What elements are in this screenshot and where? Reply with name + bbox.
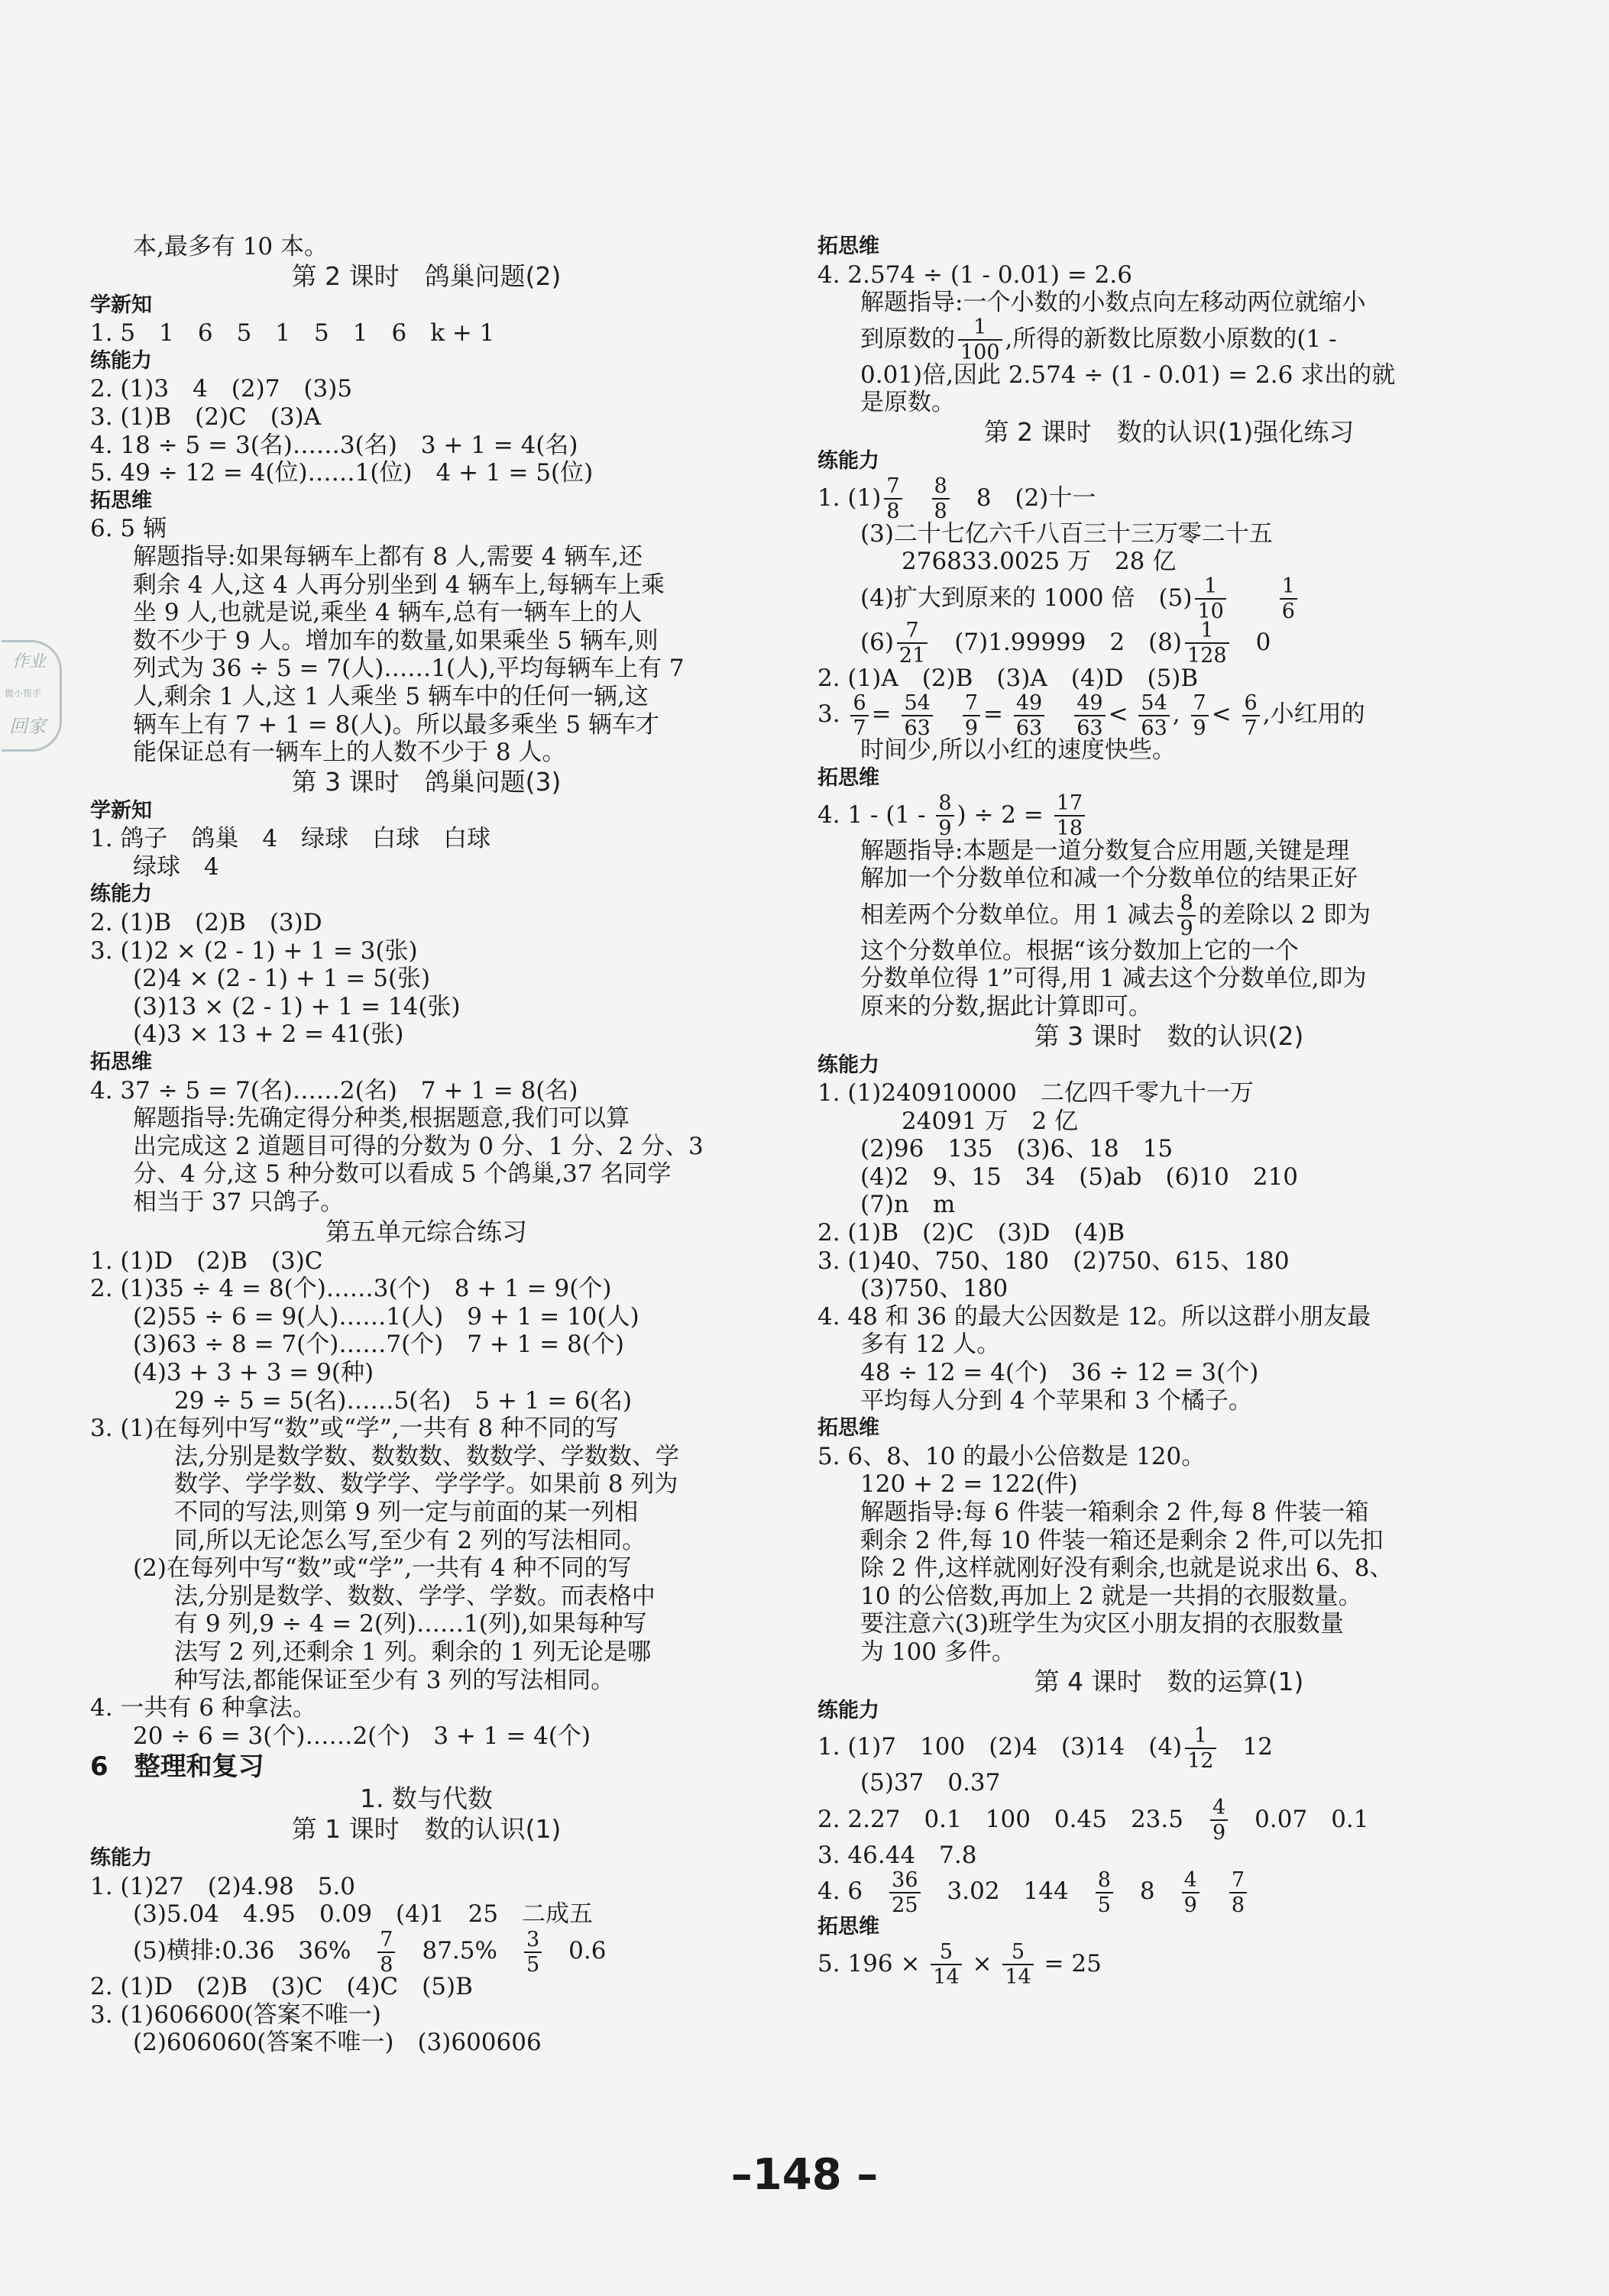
fraction-numerator: 5 <box>1002 1942 1033 1965</box>
fraction-numerator: 8 <box>932 476 950 500</box>
text-run: = <box>983 700 1011 729</box>
lesson-title: 第 1 课时 数的认识(1) <box>291 1814 562 1845</box>
answer-line: 数学、学学数、数学学、学学学。如果前 8 列为 <box>174 1470 678 1499</box>
answer-line <box>817 1796 1520 1845</box>
answer-line <box>817 574 1520 624</box>
answer-line <box>817 315 1520 365</box>
fraction-denominator: 9 <box>1180 917 1193 941</box>
text-run: 8 <box>1115 1877 1179 1906</box>
fraction-numerator: 1 <box>1185 620 1229 644</box>
answer-line: 2. (1)35 ÷ 4 = 8(个)……3(个) 8 + 1 = 9(个) <box>90 1275 612 1303</box>
section-heading: 拓思维 <box>817 234 879 258</box>
answer-line: 是原数。 <box>860 389 955 417</box>
fraction-denominator: 8 <box>1231 1893 1245 1917</box>
section-heading: 练能力 <box>817 1053 879 1077</box>
fraction-numerator: 7 <box>897 620 928 644</box>
fraction-denominator: 8 <box>934 500 947 524</box>
fraction-numerator: 6 <box>1242 693 1260 716</box>
answer-line <box>817 1940 1520 1990</box>
fraction <box>932 476 950 522</box>
answer-line: 坐 9 人,也就是说,乘坐 4 辆车,总有一辆车上的人 <box>133 599 643 627</box>
fraction-denominator: 10 <box>1197 600 1224 624</box>
fraction-numerator: 4 <box>1210 1797 1228 1821</box>
answer-line: 解题指导:一个小数的小数点向左移动两位就缩小 <box>860 289 1366 317</box>
answer-line: 0.01)倍,因此 2.574 ÷ (1 - 0.01) = 2.6 求出的就 <box>860 361 1396 389</box>
answer-line: 2. (1)B (2)C (3)D (4)B <box>817 1219 1125 1247</box>
text-run: 的差除以 2 即为 <box>1198 901 1371 929</box>
text-run: < <box>1211 700 1239 729</box>
fraction-denominator: 18 <box>1056 817 1083 841</box>
answer-line: 平均每人分到 4 个苹果和 3 个橘子。 <box>860 1386 1252 1415</box>
fraction-numerator: 36 <box>889 1870 920 1893</box>
fraction <box>1185 620 1229 666</box>
lesson-title: 第 2 课时 数的认识(1)强化练习 <box>983 416 1355 447</box>
fraction-numerator: 1 <box>1195 576 1225 600</box>
answer-line: 3. (1)在每列中写“数”或“学”,一共有 8 种不同的写 <box>90 1415 620 1443</box>
fraction-numerator: 54 <box>902 693 932 716</box>
fraction-denominator: 100 <box>960 341 1000 365</box>
fraction-numerator: 7 <box>884 476 902 500</box>
fraction <box>1229 1870 1247 1916</box>
answer-line: 1. (1)240910000 二亿四千零九十一万 <box>817 1079 1254 1108</box>
answer-line: 4. 一共有 6 种拿法。 <box>90 1694 316 1722</box>
answer-line <box>90 1927 762 1977</box>
text-run: (4)扩大到原来的 1000 倍 (5) <box>860 584 1193 612</box>
text-run: , <box>1172 700 1188 729</box>
answer-line: 5. 49 ÷ 12 = 4(位)……1(位) 4 + 1 = 5(位) <box>90 459 594 487</box>
fraction-numerator: 1 <box>1280 576 1297 600</box>
lesson-title: 第五单元综合练习 <box>325 1216 527 1247</box>
text-run: ,所得的新数比原数小原数的(1 - <box>1005 325 1337 353</box>
left-column <box>90 233 762 2057</box>
fraction-denominator: 63 <box>1076 716 1103 740</box>
text-run: (7)1.99999 2 (8) <box>931 628 1183 656</box>
answer-line: (7)n m <box>860 1191 956 1219</box>
fraction <box>1280 576 1297 622</box>
text-run: = <box>871 700 899 729</box>
text-run: 2. 2.27 0.1 100 0.45 23.5 <box>817 1805 1207 1833</box>
answer-line: 剩余 2 件,每 10 件装一箱还是剩余 2 件,可以先扣 <box>860 1526 1384 1554</box>
unit-heading: 6 整理和复习 <box>90 1751 264 1783</box>
answer-line: 276833.0025 万 28 亿 <box>902 548 1177 576</box>
answer-line <box>817 690 1520 740</box>
answer-line: 1. (1)27 (2)4.98 5.0 <box>90 1872 356 1900</box>
section-heading: 练能力 <box>817 1698 879 1722</box>
fraction-numerator: 17 <box>1054 793 1085 817</box>
answer-line: 4. 37 ÷ 5 = 7(名)……2(名) 7 + 1 = 8(名) <box>90 1076 578 1104</box>
answer-line: 剩余 4 人,这 4 人再分别坐到 4 辆车上,每辆车上乘 <box>133 571 665 599</box>
answer-line: 时间少,所以小红的速度快些。 <box>860 736 1176 765</box>
fraction-denominator: 6 <box>1281 600 1295 624</box>
section-heading: 拓思维 <box>817 765 879 790</box>
fraction-denominator: 9 <box>1193 716 1206 740</box>
fraction <box>889 1870 920 1916</box>
answer-line: 解加一个分数单位和减一个分数单位的结果正好 <box>860 865 1358 893</box>
answer-line: 解题指导:如果每辆车上都有 8 人,需要 4 辆车,还 <box>133 542 643 571</box>
answer-line: 10 的公倍数,再加上 2 就是一共捐的衣服数量。 <box>860 1582 1362 1610</box>
answer-line: 1. (1)D (2)B (3)C <box>90 1247 323 1275</box>
fraction-denominator: 21 <box>898 644 926 668</box>
answer-line: 1. 5 1 6 5 1 5 1 6 k + 1 <box>90 319 495 348</box>
answer-line: 3. 46.44 7.8 <box>817 1841 977 1869</box>
fraction <box>884 476 902 522</box>
answer-line: 解题指导:先确定得分种类,根据题意,我们可以算 <box>133 1104 630 1133</box>
text-run: 0 <box>1232 628 1271 656</box>
fraction-numerator: 3 <box>524 1929 542 1953</box>
answer-line: 120 + 2 = 122(件) <box>860 1470 1078 1499</box>
text-run: 0.6 <box>545 1937 607 1965</box>
answer-line: (4)2 9、15 34 (5)ab (6)10 210 <box>860 1163 1299 1191</box>
fraction-numerator: 7 <box>377 1929 395 1953</box>
answer-line: (3)5.04 4.95 0.09 (4)1 25 二成五 <box>133 1900 594 1929</box>
answer-line <box>817 474 1520 524</box>
fraction-denominator: 7 <box>1244 716 1258 740</box>
lesson-title: 第 2 课时 鸽巢问题(2) <box>291 260 562 291</box>
fraction <box>1210 1797 1228 1843</box>
text-run: 8 (2)十一 <box>952 483 1096 512</box>
answer-line: (3)63 ÷ 8 = 7(个)……7(个) 7 + 1 = 8(个) <box>133 1331 624 1359</box>
page-number: –148 – <box>730 2150 879 2200</box>
answer-line: 同,所以无论怎么写,至少有 2 列的写法相同。 <box>174 1526 646 1554</box>
fraction-denominator: 128 <box>1187 644 1227 668</box>
answer-line: 出完成这 2 道题目可得的分数为 0 分、1 分、2 分、3 <box>133 1132 704 1160</box>
fraction <box>902 690 932 740</box>
fraction-numerator: 5 <box>931 1942 961 1965</box>
text-run: (6) <box>860 628 894 656</box>
answer-line: 2. (1)D (2)B (3)C (4)C (5)B <box>90 1973 473 2001</box>
section-heading: 学新知 <box>90 798 152 823</box>
fraction-denominator: 5 <box>526 1952 540 1977</box>
fraction-numerator: 1 <box>958 317 1002 341</box>
text-run: < <box>1108 700 1136 729</box>
answer-line: (4)3 × 13 + 2 = 41(张) <box>133 1020 404 1049</box>
answer-line: (4)3 + 3 + 3 = 9(种) <box>133 1358 374 1386</box>
text-run: = 25 <box>1036 1949 1102 1977</box>
section-heading: 拓思维 <box>817 1416 879 1441</box>
answer-line: 3. (1)40、750、180 (2)750、615、180 <box>817 1247 1290 1275</box>
section-heading: 练能力 <box>90 348 152 373</box>
text-run: 87.5% <box>398 1937 521 1965</box>
answer-line: 3. (1)2 × (2 - 1) + 1 = 3(张) <box>90 936 418 965</box>
text-run: ,小红用的 <box>1262 700 1365 729</box>
answer-line: (2)606060(答案不唯一) (3)600606 <box>133 2029 542 2057</box>
text-run: 12 <box>1219 1733 1273 1761</box>
fraction <box>1002 1940 1033 1990</box>
answer-line: 这个分数单位。根据“该分数加上它的一个 <box>860 936 1299 965</box>
answer-line: 分、4 分,这 5 种分数可以看成 5 个鸽巢,37 名同学 <box>133 1160 672 1188</box>
answer-line <box>817 619 1520 668</box>
fraction <box>1191 690 1209 740</box>
right-column <box>817 233 1520 1990</box>
answer-line: 4. 18 ÷ 5 = 3(名)……3(名) 3 + 1 = 4(名) <box>90 431 578 459</box>
answer-line: 29 ÷ 5 = 5(名)……5(名) 5 + 1 = 6(名) <box>174 1386 633 1415</box>
answer-line: 绿球 4 <box>133 852 219 881</box>
answer-line <box>817 1868 1520 1917</box>
fraction <box>1138 690 1169 740</box>
answer-line: 1. 鸽子 鸽巢 4 绿球 白球 白球 <box>90 825 491 853</box>
fraction <box>1182 1870 1199 1916</box>
answer-line: 4. 48 和 36 的最大公因数是 12。所以这群小朋友最 <box>817 1302 1371 1331</box>
lesson-title: 1. 数与代数 <box>360 1783 493 1814</box>
fraction-denominator: 9 <box>938 817 952 841</box>
answer-line: 法,分别是数学数、数数数、数数学、学数数、学 <box>174 1442 679 1470</box>
text-run <box>936 700 960 728</box>
answer-line: 能保证总有一辆车上的人数不少于 8 人。 <box>133 739 566 767</box>
fraction <box>1195 576 1225 622</box>
answer-line: 数不少于 9 人。增加车的数量,如果乘坐 5 辆车,则 <box>133 626 659 655</box>
text-run: × <box>964 1949 1000 1977</box>
answer-line: (2)在每列中写“数”或“学”,一共有 4 种不同的写 <box>133 1554 632 1583</box>
fraction <box>524 1929 542 1975</box>
fraction-numerator: 7 <box>1229 1870 1247 1893</box>
fraction-numerator: 49 <box>1014 693 1044 716</box>
fraction-denominator: 8 <box>380 1952 393 1977</box>
fraction-denominator: 9 <box>1212 1821 1226 1845</box>
fraction <box>1054 793 1085 839</box>
answer-line: 人,剩余 1 人,这 1 人乘坐 5 辆车中的任何一辆,这 <box>133 682 649 710</box>
answer-line: 解题指导:每 6 件装一箱剩余 2 件,每 8 件装一箱 <box>860 1499 1369 1526</box>
text-run: 4. 1 - (1 - <box>817 800 934 829</box>
lesson-title: 第 4 课时 数的运算(1) <box>1034 1666 1304 1696</box>
lesson-title: 第 3 课时 数的认识(2) <box>1034 1020 1304 1051</box>
text-run: 3.02 144 <box>923 1877 1093 1906</box>
fraction-numerator: 7 <box>1191 693 1209 716</box>
fraction-numerator: 8 <box>1096 1870 1113 1893</box>
section-heading: 练能力 <box>90 1846 152 1871</box>
answer-line: 不同的写法,则第 9 列一定与前面的某一列相 <box>174 1498 639 1526</box>
answer-line: 2. (1)B (2)B (3)D <box>90 909 322 937</box>
answer-line: 6. 5 辆 <box>90 515 167 543</box>
fraction-numerator: 54 <box>1138 693 1169 716</box>
answer-line: 5. 6、8、10 的最小公倍数是 120。 <box>817 1442 1206 1470</box>
fraction-numerator: 8 <box>1177 893 1195 917</box>
answer-line: 多有 12 人。 <box>860 1331 1001 1359</box>
answer-line: (2)96 135 (3)6、18 15 <box>860 1135 1174 1163</box>
fraction <box>377 1929 395 1975</box>
answer-line: 原来的分数,据此计算即可。 <box>860 992 1152 1020</box>
text-run <box>905 484 929 512</box>
fraction-denominator: 63 <box>904 716 931 740</box>
section-heading: 练能力 <box>817 448 879 473</box>
fraction-denominator: 25 <box>892 1893 918 1917</box>
fraction-denominator: 8 <box>886 500 900 524</box>
fraction <box>963 690 980 740</box>
fraction-numerator: 1 <box>1185 1725 1216 1749</box>
answer-line: 本,最多有 10 本。 <box>133 233 329 260</box>
answer-line <box>817 791 1520 841</box>
fraction-numerator: 49 <box>1074 693 1105 716</box>
lesson-title: 第 3 课时 鸽巢问题(3) <box>291 766 562 797</box>
text-run: 4. 6 <box>817 1877 887 1906</box>
fraction-denominator: 9 <box>1183 1893 1197 1917</box>
fraction-denominator: 7 <box>853 716 866 740</box>
answer-line: 要注意六(3)班学生为灾区小朋友捐的衣服数量 <box>860 1610 1344 1638</box>
text-run: 5. 196 × <box>817 1949 928 1977</box>
answer-line: 20 ÷ 6 = 3(个)……2(个) 3 + 1 = 4(个) <box>133 1722 591 1750</box>
fraction-numerator: 7 <box>963 693 980 716</box>
answer-line: 相当于 37 只鸽子。 <box>133 1188 345 1216</box>
fraction <box>897 620 928 666</box>
text-run: ) ÷ 2 = <box>957 800 1051 829</box>
fraction <box>850 690 868 740</box>
text-run: 0.07 0.1 <box>1231 1805 1369 1833</box>
section-heading: 拓思维 <box>90 488 152 513</box>
section-heading: 拓思维 <box>90 1050 152 1075</box>
fraction <box>931 1940 961 1990</box>
answer-line: 解题指导:本题是一道分数复合应用题,关键是理 <box>860 836 1350 865</box>
answer-line: 24091 万 2 亿 <box>902 1107 1079 1135</box>
answer-line: 3. (1)B (2)C (3)A <box>90 403 322 431</box>
answer-line: 法,分别是数学、数数、学学、学数。而表格中 <box>174 1582 656 1610</box>
fraction-denominator: 63 <box>1015 716 1043 740</box>
answer-line: 辆车上有 7 + 1 = 8(人)。所以最多乘坐 5 辆车才 <box>133 710 660 739</box>
answer-line: 4. 2.574 ÷ (1 - 0.01) = 2.6 <box>817 260 1132 289</box>
fraction <box>1074 690 1105 740</box>
answer-line: 2. (1)3 4 (2)7 (3)5 <box>90 375 353 403</box>
fraction-denominator: 5 <box>1097 1893 1111 1917</box>
answer-line <box>817 1723 1520 1773</box>
fraction <box>1096 1870 1113 1916</box>
fraction <box>958 317 1002 363</box>
fraction-denominator: 9 <box>964 716 979 740</box>
text-run: 3. <box>817 700 848 729</box>
fraction-numerator: 8 <box>936 793 953 817</box>
text-run: 1. (1)7 100 (2)4 (3)14 (4) <box>817 1733 1183 1761</box>
answer-line: 有 9 列,9 ÷ 4 = 2(列)……1(列),如果每种写 <box>174 1610 647 1638</box>
answer-line: (3)750、180 <box>860 1275 1008 1303</box>
text-run: 相差两个分数单位。用 1 减去 <box>860 901 1175 929</box>
section-heading: 学新知 <box>90 293 152 317</box>
section-heading: 练能力 <box>90 882 152 907</box>
answer-line: 为 100 多件。 <box>860 1638 1015 1666</box>
answer-line: 分数单位得 1”可得,用 1 减去这个分数单位,即为 <box>860 965 1367 993</box>
text-run: (5)横排:0.36 36% <box>133 1937 375 1965</box>
answer-line: 3. (1)606600(答案不唯一) <box>90 2000 381 2029</box>
fraction <box>1177 893 1195 939</box>
text-run <box>1047 700 1071 728</box>
answer-line: (2)4 × (2 - 1) + 1 = 5(张) <box>133 965 431 993</box>
fraction-denominator: 14 <box>1005 1965 1031 1990</box>
answer-line: (3)二十七亿六千八百三十三万零二十五 <box>860 519 1273 548</box>
answer-line: 种写法,都能保证至少有 3 列的写法相同。 <box>174 1666 615 1694</box>
answer-line: 48 ÷ 12 = 4(个) 36 ÷ 12 = 3(个) <box>860 1359 1259 1387</box>
fraction <box>936 793 953 839</box>
text-run <box>1229 584 1277 612</box>
fraction <box>1185 1725 1216 1771</box>
answer-line: 2. (1)A (2)B (3)A (4)D (5)B <box>817 664 1199 692</box>
text-run: 1. (1) <box>817 483 882 512</box>
answer-line: 除 2 件,这样就刚好没有剩余,也就是说求出 6、8、 <box>860 1554 1394 1583</box>
answer-line: (5)37 0.37 <box>860 1769 1001 1797</box>
answer-line: 法写 2 列,还剩余 1 列。剩余的 1 列无论是哪 <box>174 1638 652 1666</box>
section-heading: 拓思维 <box>817 1915 879 1939</box>
text-run: 到原数的 <box>860 325 955 353</box>
answer-line: (2)55 ÷ 6 = 9(人)……1(人) 9 + 1 = 10(人) <box>133 1302 639 1331</box>
homework-helper-stamp: 作业 微小帮手 回家 <box>2 640 62 752</box>
fraction-numerator: 4 <box>1182 1870 1199 1893</box>
answer-line: (3)13 × (2 - 1) + 1 = 14(张) <box>133 992 461 1020</box>
fraction-denominator: 12 <box>1187 1748 1214 1773</box>
fraction-denominator: 63 <box>1141 716 1167 740</box>
answer-line <box>817 891 1520 941</box>
fraction <box>1242 690 1260 740</box>
fraction <box>1014 690 1044 740</box>
fraction-denominator: 14 <box>933 1965 960 1990</box>
answer-line: 列式为 36 ÷ 5 = 7(人)……1(人),平均每辆车上有 7 <box>133 655 685 683</box>
text-run <box>1203 1877 1226 1905</box>
fraction-numerator: 6 <box>850 693 868 716</box>
